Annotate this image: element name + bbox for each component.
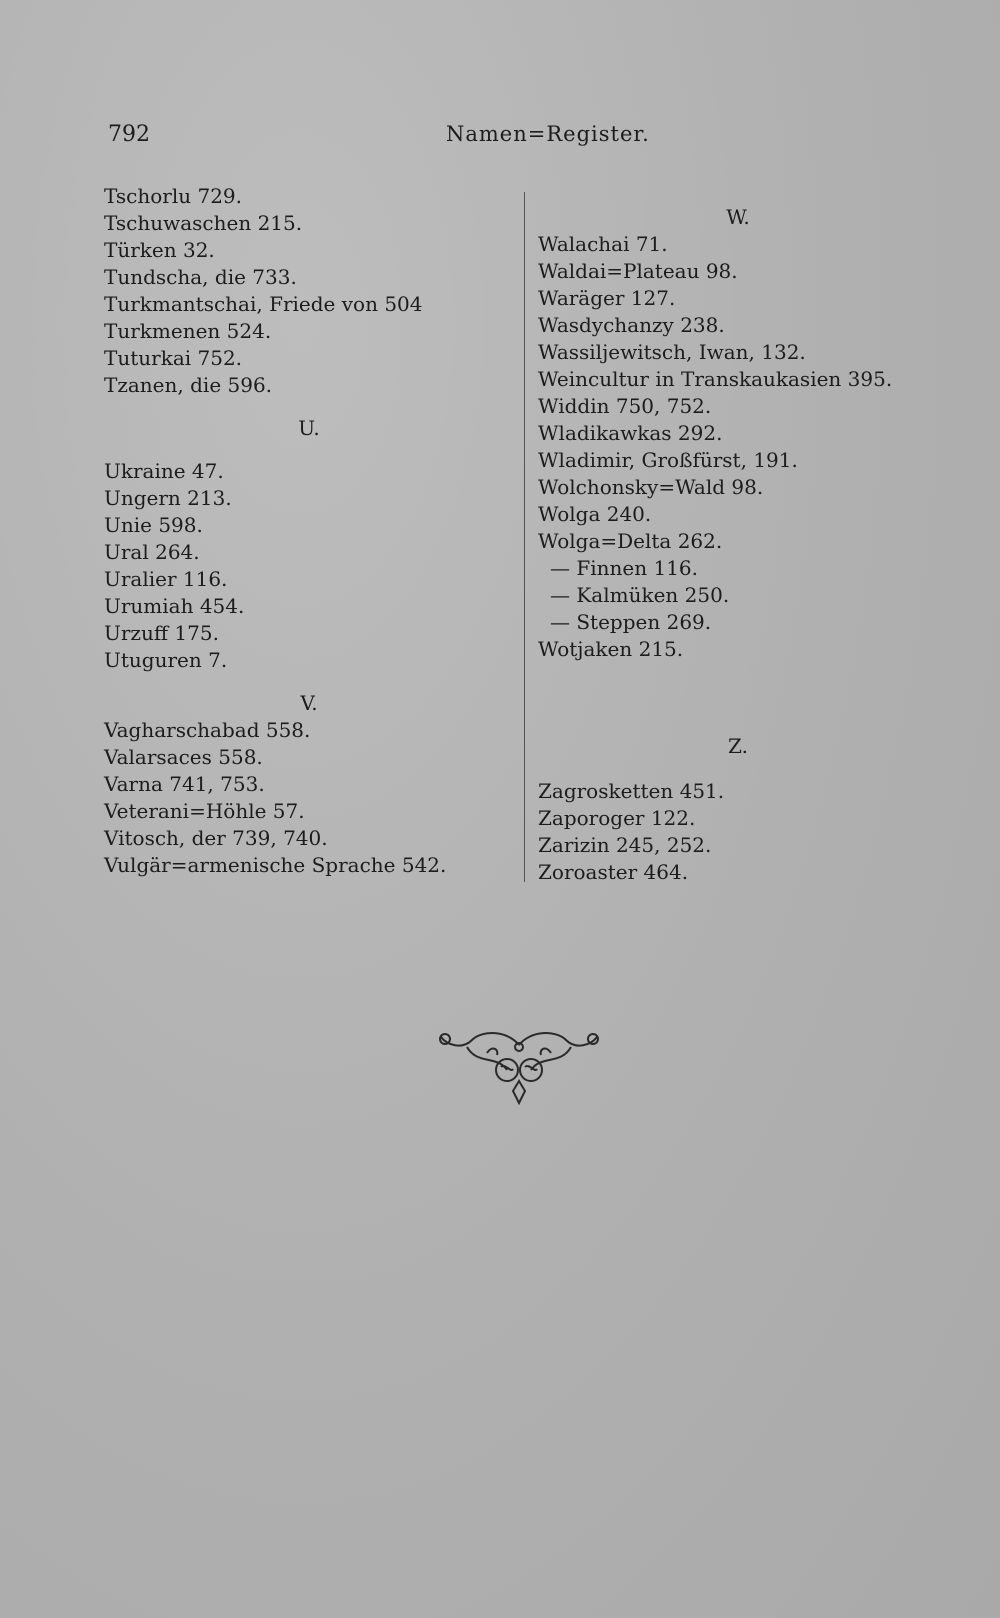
index-entry: Zoroaster 464. bbox=[538, 860, 689, 884]
index-entry: Wasdychanzy 238. bbox=[538, 313, 725, 337]
index-entry: Veterani=Höhle 57. bbox=[104, 799, 305, 823]
index-entry: Ungern 213. bbox=[104, 486, 232, 510]
section-letter-w: W. bbox=[726, 205, 750, 229]
page-number: 792 bbox=[108, 122, 150, 147]
page-header bbox=[108, 122, 898, 156]
index-entry: Türken 32. bbox=[104, 238, 215, 262]
section-u bbox=[104, 458, 514, 674]
index-entry: Waldai=Plateau 98. bbox=[538, 259, 738, 283]
index-subentry: — Kalmüken 250. bbox=[550, 583, 730, 607]
index-entry: Waräger 127. bbox=[538, 286, 676, 310]
index-entry: Urzuff 175. bbox=[104, 621, 219, 645]
index-entry: Tschorlu 729. bbox=[104, 184, 242, 208]
index-entry: Turkmenen 524. bbox=[104, 319, 272, 343]
index-entry: Vulgär=armenische Sprache 542. bbox=[104, 853, 447, 877]
section-t bbox=[104, 183, 514, 399]
index-entry: Wassiljewitsch, Iwan, 132. bbox=[538, 340, 806, 364]
index-entry: Vitosch, der 739, 740. bbox=[104, 826, 328, 850]
index-entry: Wotjaken 215. bbox=[538, 637, 684, 661]
index-entry: Valarsaces 558. bbox=[104, 745, 263, 769]
section-letter-u: U. bbox=[298, 416, 320, 440]
index-entry: Tschuwaschen 215. bbox=[104, 211, 303, 235]
page-title: Namen=Register. bbox=[446, 122, 650, 146]
index-entry: Zaporoger 122. bbox=[538, 806, 696, 830]
index-entry: Wolchonsky=Wald 98. bbox=[538, 475, 764, 499]
index-entry: Vagharschabad 558. bbox=[104, 718, 311, 742]
section-z bbox=[538, 778, 938, 886]
index-entry: Walachai 71. bbox=[538, 232, 668, 256]
index-entry: Zagrosketten 451. bbox=[538, 779, 725, 803]
section-v bbox=[104, 717, 514, 879]
index-entry: Tuturkai 752. bbox=[104, 346, 243, 370]
column-divider bbox=[524, 192, 525, 882]
index-entry: Tzanen, die 596. bbox=[104, 373, 273, 397]
index-subentry: — Steppen 269. bbox=[550, 610, 712, 634]
section-letter-z: Z. bbox=[728, 734, 748, 758]
index-entry: Utuguren 7. bbox=[104, 648, 228, 672]
index-entry: Turkmantschai, Friede von 504 bbox=[104, 292, 423, 316]
index-entry: Uralier 116. bbox=[104, 567, 228, 591]
right-column bbox=[538, 204, 938, 886]
index-entry: Widdin 750, 752. bbox=[538, 394, 712, 418]
section-w bbox=[538, 231, 938, 663]
index-entry: Weincultur in Transkaukasien 395. bbox=[538, 367, 893, 391]
index-entry: Wolga=Delta 262. bbox=[538, 529, 723, 553]
decorative-flourish-icon bbox=[437, 1025, 601, 1109]
section-letter-v: V. bbox=[300, 691, 318, 715]
index-entry: Wolga 240. bbox=[538, 502, 652, 526]
index-entry: Urumiah 454. bbox=[104, 594, 245, 618]
index-entry: Varna 741, 753. bbox=[104, 772, 265, 796]
index-entry: Wladimir, Großfürst, 191. bbox=[538, 448, 798, 472]
index-entry: Wladikawkas 292. bbox=[538, 421, 723, 445]
index-subentry: — Finnen 116. bbox=[550, 556, 698, 580]
left-column bbox=[104, 183, 514, 879]
index-entry: Unie 598. bbox=[104, 513, 203, 537]
index-entry: Ukraine 47. bbox=[104, 459, 224, 483]
index-entry: Zarizin 245, 252. bbox=[538, 833, 712, 857]
index-entry: Tundscha, die 733. bbox=[104, 265, 297, 289]
index-entry: Ural 264. bbox=[104, 540, 200, 564]
